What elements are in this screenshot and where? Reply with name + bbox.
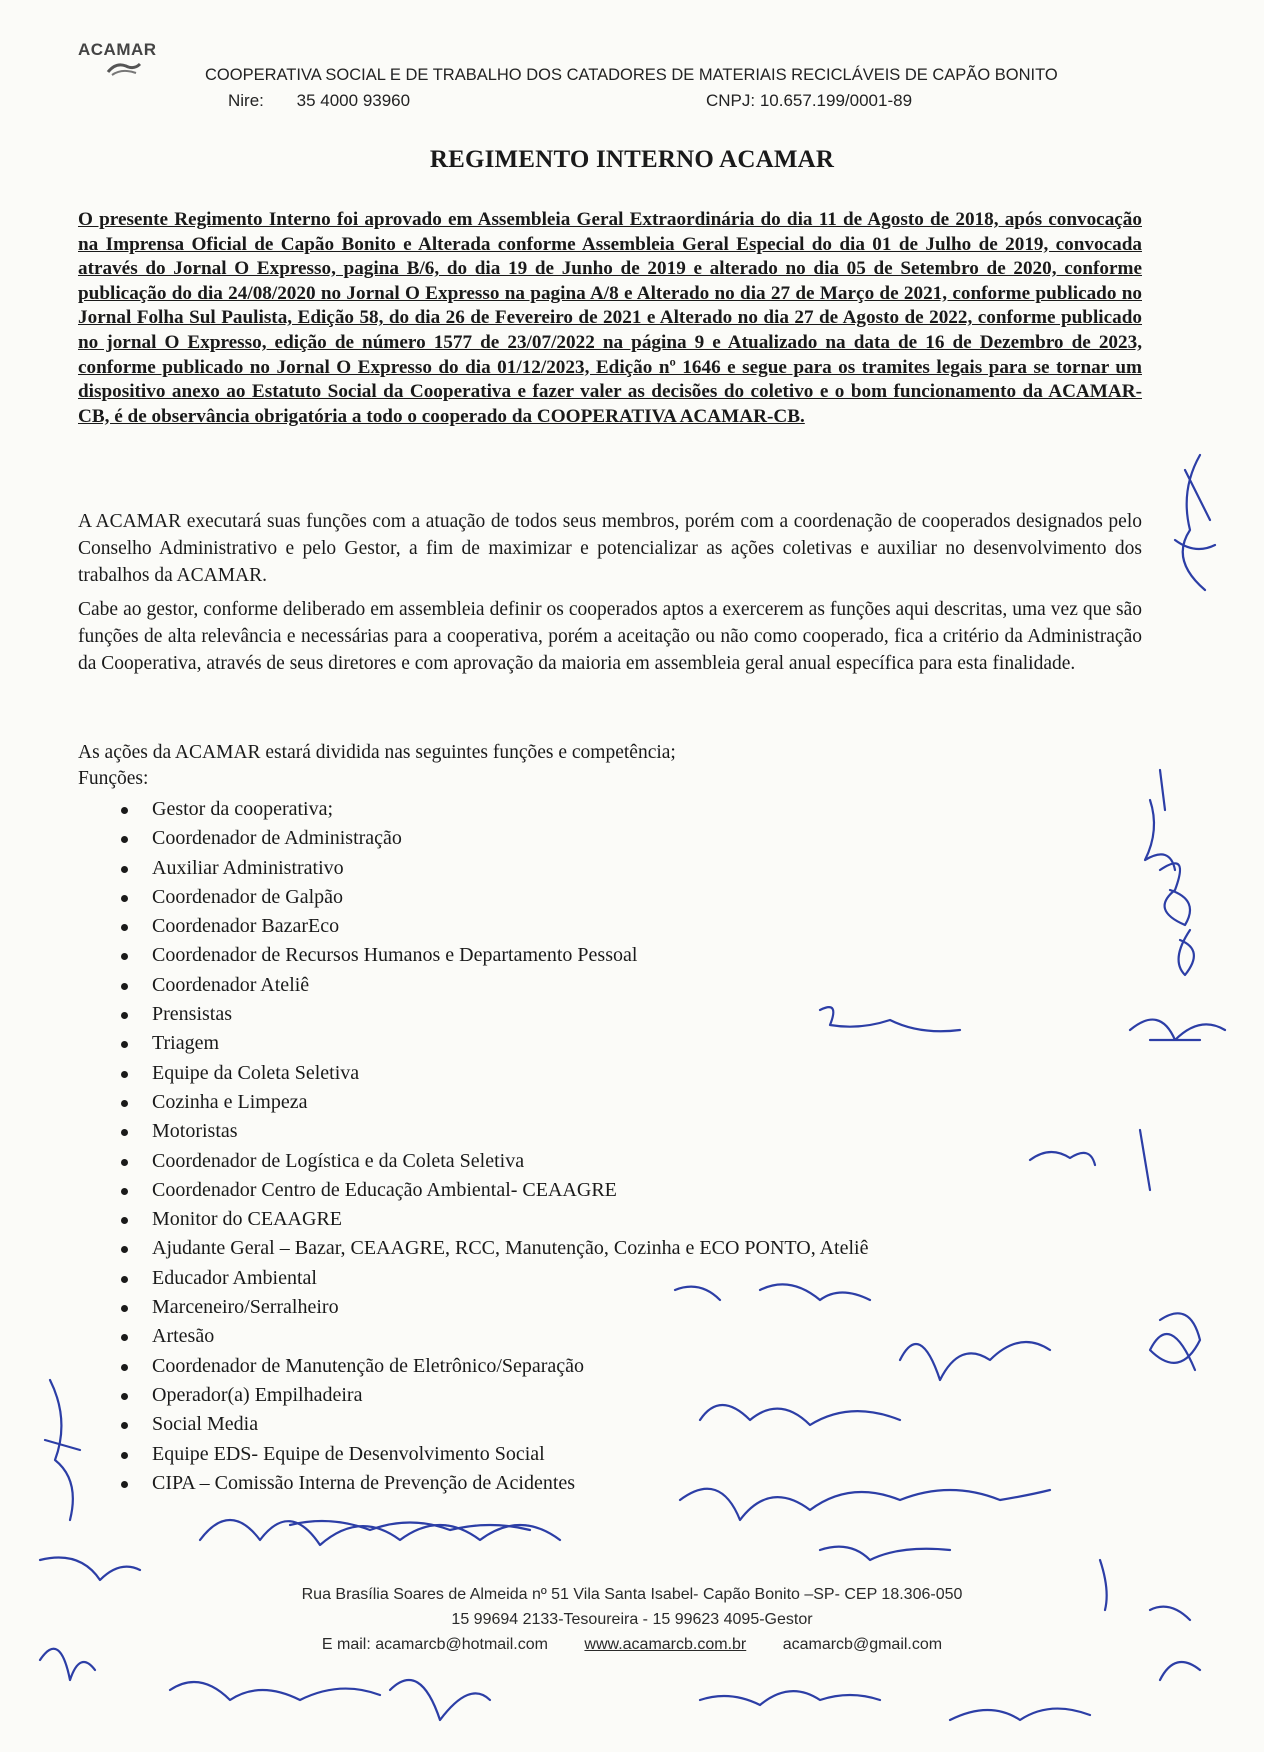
signature-margin-top [1175,455,1215,590]
footer-contacts [0,1636,1264,1654]
footer-email-gmail: acamarcb@gmail.com [782,1636,943,1653]
nire-value: 35 4000 93960 [296,91,411,110]
function-list-item: Gestor da cooperativa; [78,795,868,824]
document-title: REGIMENTO INTERNO ACAMAR [429,146,835,173]
nire-line [228,91,410,111]
paragraph-execution: A ACAMAR executará suas funções com a atuação de todos seus membros, porém com a coordenação de cooperados designados pelo Conselho Administrativo e pelo Gestor, a fim de maximizar e potencializar as ações coletivas e auxiliar no desenvolvimento dos trabalhos da ACAMAR. [78,511,1142,586]
function-list-item: Equipe da Coleta Seletiva [78,1059,868,1088]
signature-margin-3 [1179,930,1194,975]
signature-margin-2 [1160,863,1190,925]
footer-address: Rua Brasília Soares de Almeida nº 51 Vila Santa Isabel- Capão Bonito –SP- CEP 18.306-050 [301,1586,963,1603]
signature-margin-4 [1130,1020,1225,1040]
footer-website-link[interactable]: www.acamarcb.com.br [584,1636,747,1653]
function-list-item: Artesão [78,1322,868,1351]
function-list-item: Coordenador BazarEco [78,912,868,941]
function-list-item: CIPA – Comissão Interna de Prevenção de Acidentes [78,1469,868,1498]
signature-bottom-8 [950,1709,1090,1720]
function-list-item: Coordenador de Galpão [78,883,868,912]
signature-stack-3 [900,1342,1050,1380]
signature-middle-2 [1030,1130,1150,1190]
function-list-item: Social Media [78,1410,868,1439]
footer-email-hotmail: E mail: acamarcb@hotmail.com [321,1636,548,1653]
function-list-item: Motoristas [78,1117,868,1146]
signature-stack-4 [1150,1313,1200,1370]
acamar-logo [78,40,178,81]
function-list-item: Coordenador de Administração [78,824,868,853]
function-list-item: Cozinha e Limpeza [78,1088,868,1117]
logo-text: ACAMAR [78,40,157,59]
nire-label: Nire: [228,91,264,110]
signature-bottom-4 [820,1547,950,1560]
functions-list [78,795,868,1498]
function-list-item: Coordenador de Recursos Humanos e Departamento Pessoal [78,941,868,970]
function-list-item: Equipe EDS- Equipe de Desenvolvimento Social [78,1440,868,1469]
intro-paragraph: O presente Regimento Interno foi aprovado em Assembleia Geral Extraordinária do dia 11 de Agosto de 2018, após convocação na Imprensa Oficial de Capão Bonito e Alterada conforme Assembleia Geral Especial do dia 01 de Julho de 2019, convocada através do Jornal O Expresso, pagina B/6, do dia 19 de Junho de 2019 e alterado no dia 05 de Setembro de 2020, conforme publicação do dia 24/08/2020 no Jornal O Expresso na pagina A/8 e Alterado no dia 27 de Março de 2021, conforme publicado no Jornal Folha Sul Paulista, Edição 58, do dia 26 de Fevereiro de 2021 e Alterado no dia 27 de Agosto de 2022, conforme publicado no jornal O Expresso, edição de número 1577 de 23/07/2022 na página 9 e Atualizado na data de 16 de Dezembro de 2023, conforme publicado no Jornal O Expresso do dia 01/12/2023, Edição nº 1646 e segue para os tramites legais para se tornar um dispositivo anexo ao Estatuto Social da Cooperativa e fazer valer as decisões do coletivo e o bom funcionamento da ACAMAR-CB, é de observância obrigatória a todo o cooperado da COOPERATIVA ACAMAR-CB. [78,209,1142,427]
paragraph-actions: As ações da ACAMAR estará dividida nas seguintes funções e competência; [78,742,676,763]
function-list-item: Educador Ambiental [78,1264,868,1293]
signature-bottom-6 [390,1680,490,1720]
function-list-item: Triagem [78,1029,868,1058]
cnpj: CNPJ: 10.657.199/0001-89 [706,91,913,110]
function-list-item: Coordenador de Logística e da Coleta Seletiva [78,1147,868,1176]
signature-bottom-5 [170,1682,380,1700]
signature-margin-1 [1145,770,1175,870]
function-list-item: Ajudante Geral – Bazar, CEAAGRE, RCC, Manutenção, Cozinha e ECO PONTO, Ateliê [78,1234,868,1263]
function-list-item: Auxiliar Administrativo [78,854,868,883]
function-list-item: Coordenador Centro de Educação Ambiental- CEAAGRE [78,1176,868,1205]
organization-name: COOPERATIVA SOCIAL E DE TRABALHO DOS CATADORES DE MATERIAIS RECICLÁVEIS DE CAPÃO BONITO [205,66,1058,84]
signature-bottom-1 [200,1520,560,1545]
function-list-item: Coordenador Ateliê [78,971,868,1000]
function-list-item: Operador(a) Empilhadeira [78,1381,868,1410]
recycle-leaf-icon [106,62,142,76]
function-list-item: Coordenador de Manutenção de Eletrônico/Separação [78,1352,868,1381]
function-list-item: Marceneiro/Serralheiro [78,1293,868,1322]
paragraph-manager: Cabe ao gestor, conforme deliberado em assembleia definir os cooperados aptos a exercerem as funções aqui descritas, uma vez que são funções de alta relevância e necessárias para a cooperativa, porém a aceitação ou não como cooperado, fica a critério da Administração da Cooperativa, através de seus diretores e com aprovação da maioria em assembleia geral anual específica para esta finalidade. [78,599,1142,674]
footer-phones: 15 99694 2133-Tesoureira - 15 99623 4095-Gestor [451,1611,813,1628]
signature-margin-left-1 [45,1380,80,1520]
signature-bottom-2 [290,1521,530,1530]
signature-bottom-7 [700,1691,880,1705]
function-list-item: Monitor do CEAAGRE [78,1205,868,1234]
function-list-item: Prensistas [78,1000,868,1029]
functions-label: Funções: [78,768,149,789]
signature-margin-left-2 [40,1558,140,1581]
